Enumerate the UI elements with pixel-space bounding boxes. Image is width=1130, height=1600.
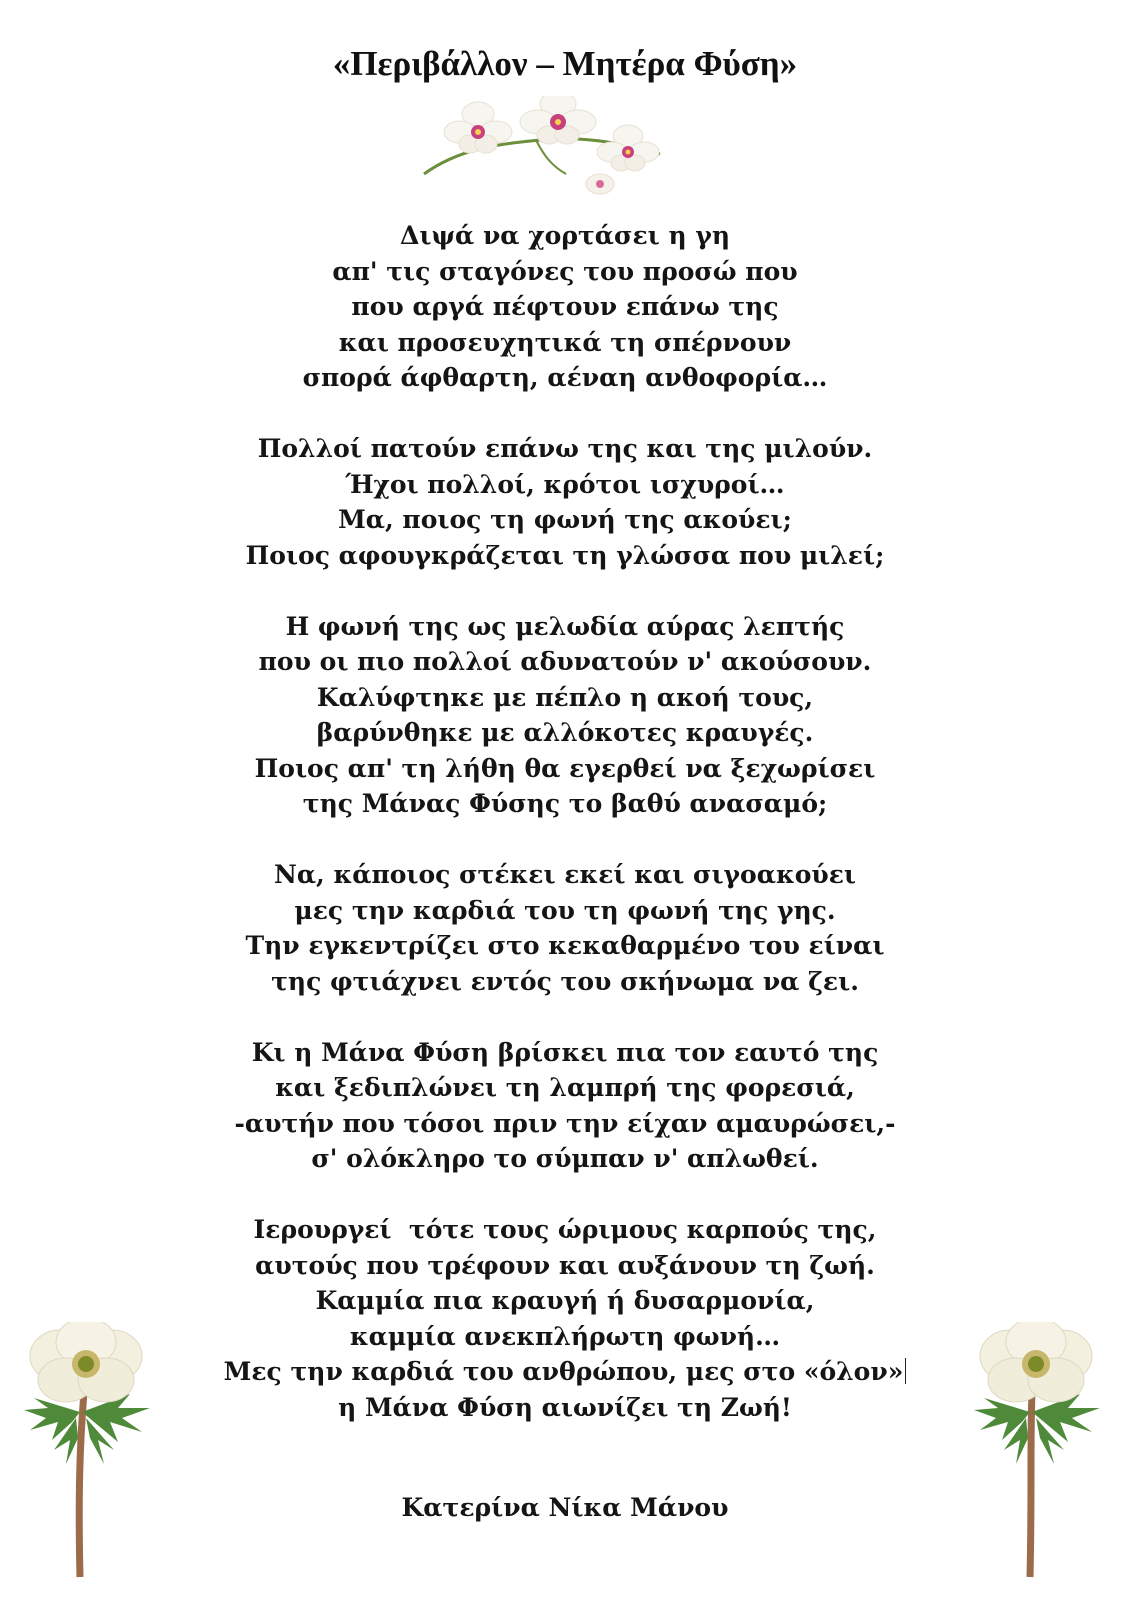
- poem-line: Μα, ποιος τη φωνή της ακούει;: [338, 505, 792, 534]
- poem-line: που αργά πέφτουν επάνω της: [351, 292, 779, 321]
- poem-line: Καμμία πια κραυγή ή δυσαρμονία,: [315, 1286, 815, 1315]
- poem-line: της φτιάχνει εντός του σκήνωμα να ζει.: [271, 966, 859, 996]
- poem-line: Να, κάποιος στέκει εκεί και σιγοακούει: [273, 860, 857, 889]
- poem-line: Την εγκεντρίζει στο κεκαθαρμένο του είναι: [245, 931, 885, 960]
- poem-line: Ιερουργεί τότε τους ώριμους καρπούς της,: [253, 1215, 877, 1244]
- poem-line: σπορά άφθαρτη, αέναη ανθοφορία…: [302, 363, 828, 392]
- poem-author: Κατερίνα Νίκα Μάνου: [401, 1493, 729, 1522]
- anemone-flower-icon: [14, 1322, 164, 1582]
- poem-title: «Περιβάλλον – Μητέρα Φύση»: [332, 44, 798, 83]
- poem-line: Ήχοι πολλοί, κρότοι ισχυροί…: [345, 469, 785, 499]
- stanza: [0, 857, 1130, 999]
- poem-line: -αυτήν που τόσοι πριν την είχαν αμαυρώσει,-: [234, 1108, 896, 1138]
- stanza: [0, 431, 1130, 573]
- poem-line: Κι η Μάνα Φύση βρίσκει πια τον εαυτό της: [251, 1037, 879, 1067]
- poem-line: μες την καρδιά του τη φωνή της γης.: [294, 895, 836, 925]
- stanza: [0, 1212, 1130, 1425]
- poem-line: Η φωνή της ως μελωδία αύρας λεπτής: [285, 611, 845, 641]
- poem-line: Διψά να χορτάσει η γη: [399, 221, 731, 250]
- poem-line: που οι πιο πολλοί αδυνατούν ν' ακούσουν.: [258, 647, 872, 676]
- stanza: [0, 218, 1130, 396]
- poem-line: Ποιος απ' τη λήθη θα εγερθεί να ξεχωρίσει: [254, 753, 876, 783]
- poem-line: αυτούς που τρέφουν και αυξάνουν τη ζωή.: [255, 1250, 875, 1280]
- stanza: [0, 1035, 1130, 1177]
- poem-line: της Μάνας Φύσης το βαθύ ανασαμό;: [302, 789, 828, 818]
- poem-line: απ' τις σταγόνες του προσώ που: [332, 256, 798, 286]
- poem-line: σ' ολόκληρο το σύμπαν ν' απλωθεί.: [311, 1144, 819, 1173]
- poem-line: βαρύνθηκε με αλλόκοτες κραυγές.: [316, 718, 814, 747]
- poem-line: Πολλοί πατούν επάνω της και της μιλούν.: [257, 434, 873, 463]
- poem-line: η Μάνα Φύση αιωνίζει τη Ζωή!: [338, 1392, 792, 1422]
- poem-body: [0, 218, 1130, 1461]
- poem-line: [0, 1354, 1130, 1390]
- poem-line: Καλύφτηκε με πέπλο η ακοή τους,: [316, 682, 814, 712]
- poem-line: Ποιος αφουγκράζεται τη γλώσσα που μιλεί;: [245, 540, 885, 570]
- anemone-flower-icon: [966, 1322, 1116, 1582]
- orchid-branch-icon: [420, 96, 680, 206]
- poem-line: καμμία ανεκπλήρωτη φωνή…: [349, 1321, 781, 1351]
- poem-line: και προσευχητικά τη σπέρνουν: [338, 327, 792, 357]
- poem-line-text: Μες την καρδιά του ανθρώπου, μες στο «όλον»: [223, 1357, 904, 1386]
- poem-line: και ξεδιπλώνει τη λαμπρή της φορεσιά,: [275, 1073, 855, 1102]
- text-cursor: [905, 1358, 906, 1384]
- stanza: [0, 609, 1130, 822]
